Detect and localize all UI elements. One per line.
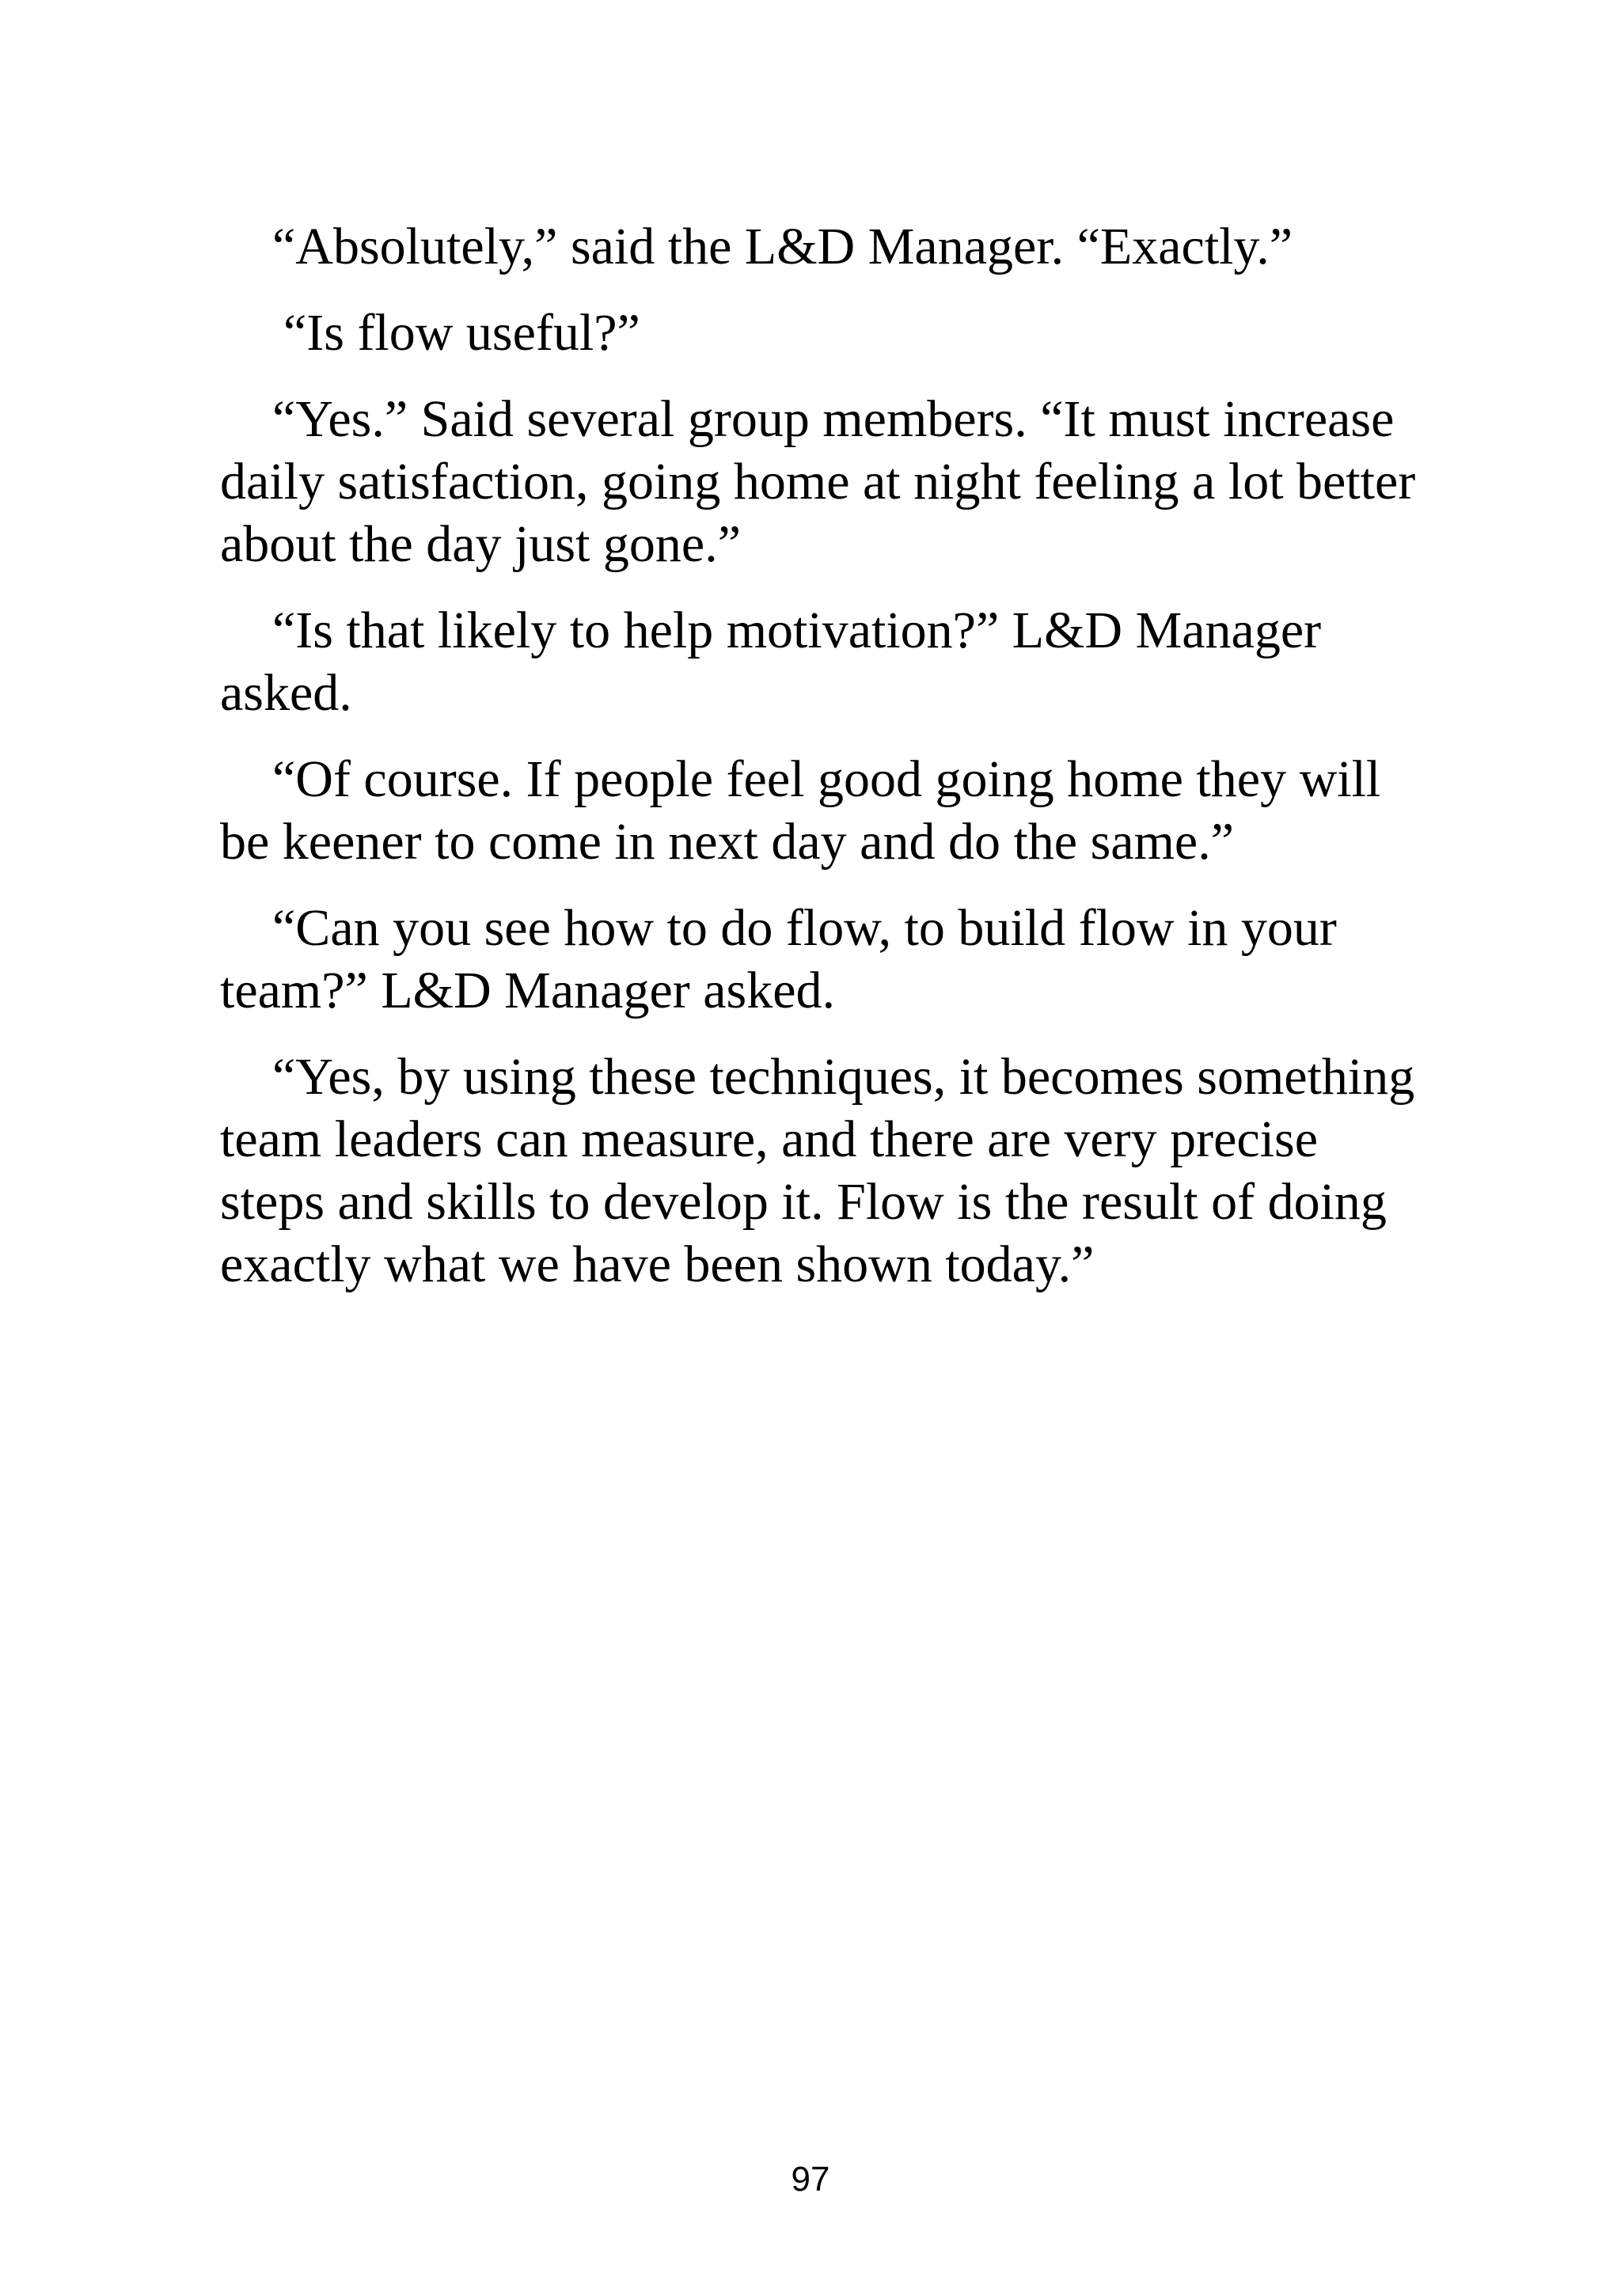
paragraph-2: “Is flow useful?” [283, 304, 640, 362]
body-text [220, 215, 1423, 1319]
paragraph-6: “Can you see how to do flow, to build flow in your team?” L&D Manager asked. [220, 899, 1337, 1019]
paragraph-7: “Yes, by using these techniques, it becomes something team leaders can measure, and there are very precise steps and skills to develop it. Flow is the result of doing exactly what we have been shown today.” [220, 1048, 1415, 1293]
page-number: 97 [791, 2160, 830, 2199]
paragraph-4: “Is that likely to help motivation?” L&D Manager asked. [220, 602, 1322, 722]
paragraph-5: “Of course. If people feel good going home they will be keener to come in next day and do the same.” [220, 750, 1381, 871]
paragraph-1: “Absolutely,” said the L&D Manager. “Exactly.” [272, 218, 1293, 275]
paragraph-3: “Yes.” Said several group members. “It must increase daily satisfaction, going home at night feeling a lot better about the day just gone.” [220, 390, 1416, 573]
